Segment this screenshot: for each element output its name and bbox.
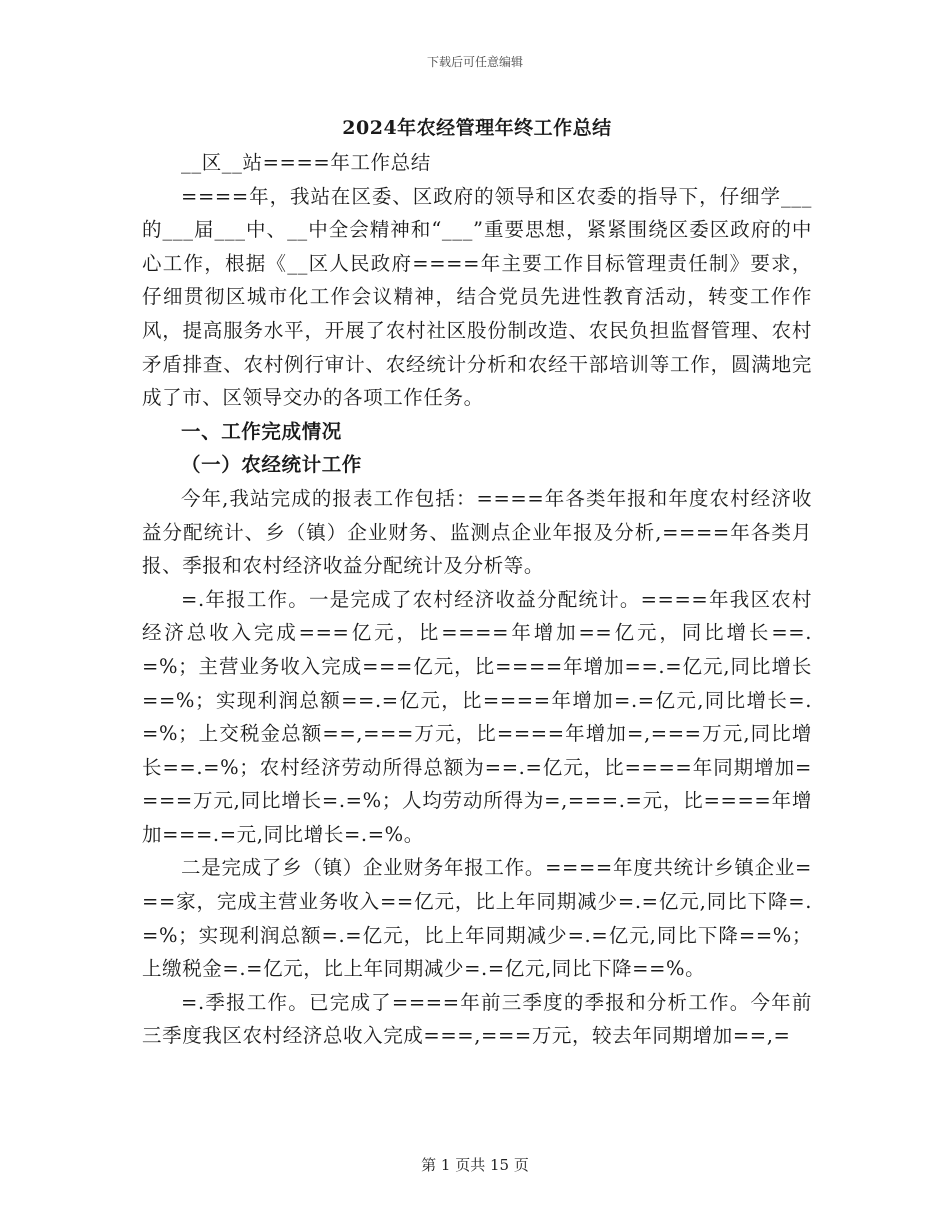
paragraph-township-finance: 二是完成了乡（镇）企业财务年报工作。====年度共统计乡镇企业===家，完成主营业务收入==亿元，比上年同期减少=.=亿元,同比下降=.=%；实现利润总额=.=亿元，比上年同期减少=.=亿元,同比下降==%；上缴税金=.=亿元，比上年同期减少=.=亿元,同比下降==%。 (142, 856, 812, 981)
paragraph-reports: 今年,我站完成的报表工作包括：====年各类年报和年度农村经济收益分配统计、乡（镇）企业财务、监测点企业年报及分析,====年各类月报、季报和农村经济收益分配统计及分析等。 (142, 486, 812, 578)
paragraph-annual-reports: =.年报工作。一是完成了农村经济收益分配统计。====年我区农村经济总收入完成===亿元，比====年增加==亿元，同比增长==.=%；主营业务收入完成===亿元，比====年增加==.=亿元,同比增长==%；实现利润总额==.=亿元，比====年增加=.=亿元,同比增长=.=%；上交税金总额==,===万元，比====年增加=,===万元,同比增长==.=%；农村经济劳动所得总额为==.=亿元，比====年同期增加====万元,同比增长=.=%；人均劳动所得为=,===.=元，比====年增加===.=元,同比增长=.=%。 (142, 587, 812, 846)
document-body (142, 112, 812, 1053)
page-footer: 第 1 页共 15 页 (421, 1156, 529, 1174)
header-note: 下载后可任意编辑 (426, 55, 523, 69)
intro-paragraph: ====年，我站在区委、区政府的领导和区农委的指导下，仔细学___的___届___中、__中全会精神和“___”重要思想，紧紧围绕区委区政府的中心工作，根据《__区人民政府====年主要工作目标管理责任制》要求，仔细贯彻区城市化工作会议精神，结合党员先进性教育活动，转变工作作风，提高服务水平，开展了农村社区股份制改造、农民负担监督管理、农村矛盾排查、农村例行审计、农经统计分析和农经干部培训等工作，圆满地完成了市、区领导交办的各项工作任务。 (142, 184, 812, 410)
subtitle-line: __区__站====年工作总结 (181, 151, 431, 174)
document-title: 2024年农经管理年终工作总结 (342, 117, 612, 139)
subsection-heading-1: （一）农经统计工作 (181, 453, 362, 477)
section-heading-1: 一、工作完成情况 (181, 419, 342, 443)
paragraph-quarterly-reports: =.季报工作。已完成了====年前三季度的季报和分析工作。今年前三季度我区农村经济总收入完成===,===万元，较去年同期增加==,= (142, 990, 812, 1048)
